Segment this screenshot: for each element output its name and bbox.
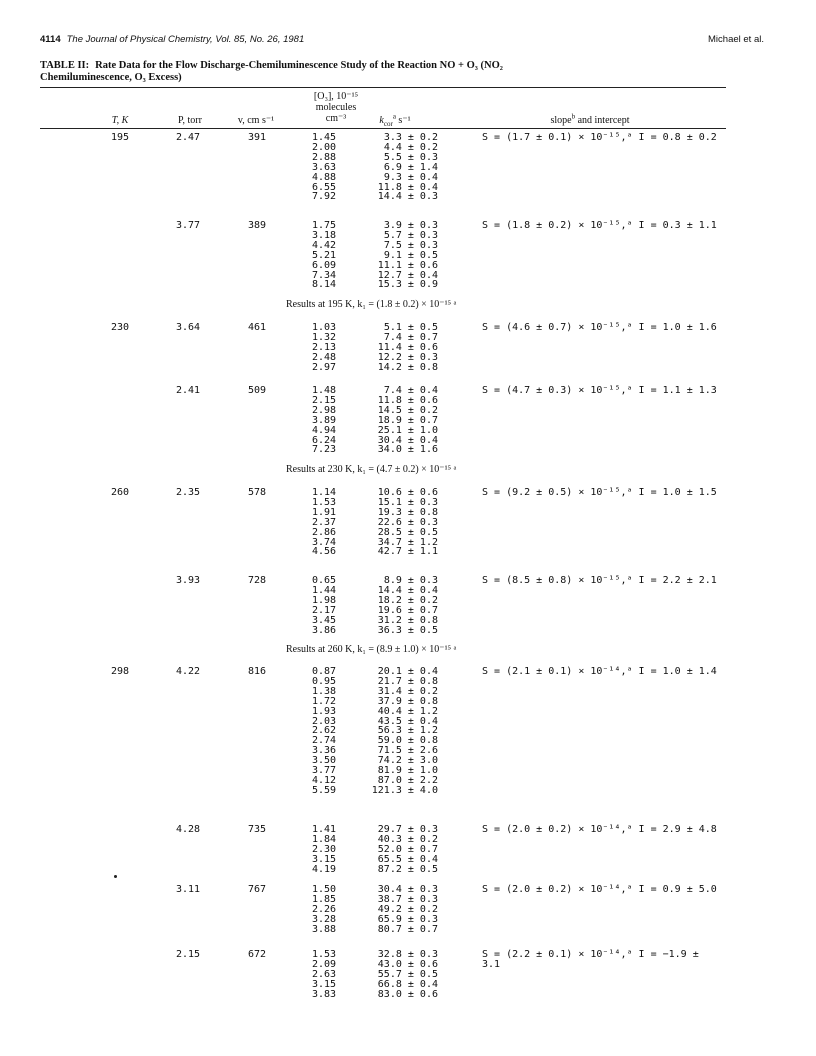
temperature-cell: 260 bbox=[110, 487, 130, 498]
result-line: Results at 260 K, k₁ = (8.9 ± 1.0) × 10⁻¹⁵ ᵃ bbox=[286, 644, 457, 655]
col-header-rate-sup: a bbox=[392, 112, 396, 121]
col-header-ozone-line2: molecules bbox=[315, 102, 357, 113]
velocity-cell: 578 bbox=[247, 487, 266, 498]
col-header-ozone-line1: [O₃], 10⁻¹⁵ bbox=[313, 91, 359, 102]
velocity-cell: 735 bbox=[247, 824, 266, 835]
velocity-cell: 389 bbox=[247, 220, 266, 231]
ozone-column: 0.87 0.95 1.38 1.72 1.93 2.03 2.62 2.74 3.36 3.50 3.77 4.12 5.59 bbox=[312, 666, 337, 796]
result-line: Results at 195 K, k₁ = (1.8 ± 0.2) × 10⁻¹⁵ ᵃ bbox=[286, 299, 457, 310]
rate-column: 29.7 ± 0.3 40.3 ± 0.2 52.0 ± 0.7 65.5 ± 0.4 87.2 ± 0.5 bbox=[377, 824, 438, 875]
ozone-column: 1.53 2.09 2.63 3.15 3.83 bbox=[312, 949, 337, 1000]
table-caption bbox=[40, 60, 740, 84]
pressure-cell: 2.41 bbox=[175, 385, 201, 396]
col-header-ozone-line3: cm⁻³ bbox=[325, 113, 347, 124]
ozone-column: 1.41 1.84 2.30 3.15 4.19 bbox=[312, 824, 337, 875]
velocity-cell: 728 bbox=[247, 575, 266, 586]
rate-column: 7.4 ± 0.4 11.8 ± 0.6 14.5 ± 0.2 18.9 ± 0.7 25.1 ± 1.0 30.4 ± 0.4 34.0 ± 1.6 bbox=[377, 385, 438, 456]
pressure-cell: 3.77 bbox=[175, 220, 201, 231]
col-header-temperature: T, K bbox=[111, 115, 129, 126]
col-header-slope-label: slope bbox=[550, 115, 572, 126]
pressure-cell: 4.28 bbox=[175, 824, 201, 835]
ozone-column: 1.14 1.53 1.91 2.37 2.86 3.74 4.56 bbox=[312, 487, 337, 558]
caption-line-2: Chemiluminescence, O₃ Excess) bbox=[40, 72, 182, 83]
page-number: 4114 bbox=[40, 34, 61, 45]
col-header-pressure: P, torr bbox=[178, 115, 202, 126]
col-header-slope bbox=[500, 112, 680, 126]
slope-intercept: S = (2.0 ± 0.2) × 10⁻¹⁴,ᵃ I = 0.9 ± 5.0 bbox=[482, 884, 717, 895]
ozone-column: 1.45 2.00 2.88 3.63 4.88 6.55 7.92 bbox=[312, 132, 337, 203]
col-header-rate-sub: cor bbox=[383, 120, 393, 128]
temperature-cell: 298 bbox=[110, 666, 130, 677]
pressure-cell: 2.47 bbox=[175, 132, 201, 143]
ozone-column: 1.75 3.18 4.42 5.21 6.09 7.34 8.14 bbox=[312, 220, 337, 291]
col-header-slope-sup: b bbox=[571, 112, 576, 121]
slope-intercept: S = (2.0 ± 0.2) × 10⁻¹⁴,ᵃ I = 2.9 ± 4.8 bbox=[482, 824, 717, 835]
pressure-cell: 2.15 bbox=[175, 949, 201, 960]
rate-column: 3.9 ± 0.3 5.7 ± 0.3 7.5 ± 0.3 9.1 ± 0.5 11.1 ± 0.6 12.7 ± 0.4 15.3 ± 0.9 bbox=[377, 220, 438, 291]
slope-intercept: S = (1.8 ± 0.2) × 10⁻¹⁵,ᵃ I = 0.3 ± 1.1 bbox=[482, 220, 717, 231]
running-header bbox=[40, 34, 764, 50]
slope-intercept: S = (1.7 ± 0.1) × 10⁻¹⁵,ᵃ I = 0.8 ± 0.2 bbox=[482, 132, 717, 143]
rate-column: 30.4 ± 0.3 38.7 ± 0.3 49.2 ± 0.2 65.9 ± 0.3 80.7 ± 0.7 bbox=[377, 884, 438, 935]
pressure-cell: 2.35 bbox=[175, 487, 201, 498]
rate-column: 3.3 ± 0.2 4.4 ± 0.2 5.5 ± 0.3 6.9 ± 1.4 9.3 ± 0.4 11.8 ± 0.4 14.4 ± 0.3 bbox=[377, 132, 438, 203]
header-bottom-rule bbox=[40, 128, 726, 129]
col-header-rate-unit: s⁻¹ bbox=[395, 115, 411, 126]
ozone-column: 1.50 1.85 2.26 3.28 3.88 bbox=[312, 884, 337, 935]
velocity-cell: 509 bbox=[247, 385, 266, 396]
rate-column: 10.6 ± 0.6 15.1 ± 0.3 19.3 ± 0.8 22.6 ± 0.3 28.5 ± 0.5 34.7 ± 1.2 42.7 ± 1.1 bbox=[377, 487, 438, 558]
ozone-column: 0.65 1.44 1.98 2.17 3.45 3.86 bbox=[312, 575, 337, 636]
velocity-cell: 672 bbox=[247, 949, 266, 960]
ozone-column: 1.48 2.15 2.98 3.89 4.94 6.24 7.23 bbox=[312, 385, 337, 456]
pressure-cell: 3.11 bbox=[175, 884, 201, 895]
rate-column: 20.1 ± 0.4 21.7 ± 0.8 31.4 ± 0.2 37.9 ± 0.8 40.4 ± 1.2 43.5 ± 0.4 56.3 ± 1.2 59.0 ± 0.8 71.5 ± 2.6 74.2 ± 3.0 81.9 ± 1.0 87.0 ± 2.2 121.3 ± 4.0 bbox=[371, 666, 438, 796]
velocity-cell: 816 bbox=[247, 666, 266, 677]
ozone-column: 1.03 1.32 2.13 2.48 2.97 bbox=[312, 322, 337, 373]
journal-citation: The Journal of Physical Chemistry, Vol. 85, No. 26, 1981 bbox=[66, 34, 305, 45]
rate-column: 5.1 ± 0.5 7.4 ± 0.7 11.4 ± 0.6 12.2 ± 0.3 14.2 ± 0.8 bbox=[377, 322, 438, 373]
col-header-rate-k: k bbox=[379, 115, 384, 126]
velocity-cell: 391 bbox=[247, 132, 266, 143]
temperature-cell: 230 bbox=[110, 322, 130, 333]
temperature-cell: 195 bbox=[110, 132, 130, 143]
slope-intercept: S = (8.5 ± 0.8) × 10⁻¹⁵,ᵃ I = 2.2 ± 2.1 bbox=[482, 575, 717, 586]
header-author: Michael et al. bbox=[708, 34, 764, 45]
result-line: Results at 230 K, k₁ = (4.7 ± 0.2) × 10⁻¹⁵ ᵃ bbox=[286, 464, 457, 475]
pressure-cell: 3.93 bbox=[175, 575, 201, 586]
velocity-cell: 461 bbox=[247, 322, 266, 333]
caption-line-1: Rate Data for the Flow Discharge-Chemiluminescence Study of the Reaction NO + O₃ (NO₂ bbox=[95, 60, 503, 71]
rate-column: 8.9 ± 0.3 14.4 ± 0.4 18.2 ± 0.2 19.6 ± 0.7 31.2 ± 0.8 36.3 ± 0.5 bbox=[377, 575, 438, 636]
slope-intercept: S = (2.2 ± 0.1) × 10⁻¹⁴,ᵃ I = −1.9 ± 3.1 bbox=[482, 949, 699, 970]
rate-column: 32.8 ± 0.3 43.0 ± 0.6 55.7 ± 0.5 66.8 ± 0.4 83.0 ± 0.6 bbox=[377, 949, 438, 1000]
table-label: TABLE II: bbox=[40, 60, 90, 71]
header-left bbox=[40, 34, 304, 45]
slope-intercept: S = (9.2 ± 0.5) × 10⁻¹⁵,ᵃ I = 1.0 ± 1.5 bbox=[482, 487, 717, 498]
table-top-rule bbox=[40, 87, 726, 88]
pressure-cell: 3.64 bbox=[175, 322, 201, 333]
slope-intercept: S = (4.6 ± 0.7) × 10⁻¹⁵,ᵃ I = 1.0 ± 1.6 bbox=[482, 322, 717, 333]
stray-dot-mark bbox=[114, 875, 117, 878]
col-header-slope-rest: and intercept bbox=[575, 115, 630, 126]
slope-intercept: S = (4.7 ± 0.3) × 10⁻¹⁵,ᵃ I = 1.1 ± 1.3 bbox=[482, 385, 717, 396]
velocity-cell: 767 bbox=[247, 884, 266, 895]
slope-intercept: S = (2.1 ± 0.1) × 10⁻¹⁴,ᵃ I = 1.0 ± 1.4 bbox=[482, 666, 717, 677]
pressure-cell: 4.22 bbox=[175, 666, 201, 677]
col-header-velocity: v, cm s⁻¹ bbox=[237, 115, 275, 126]
